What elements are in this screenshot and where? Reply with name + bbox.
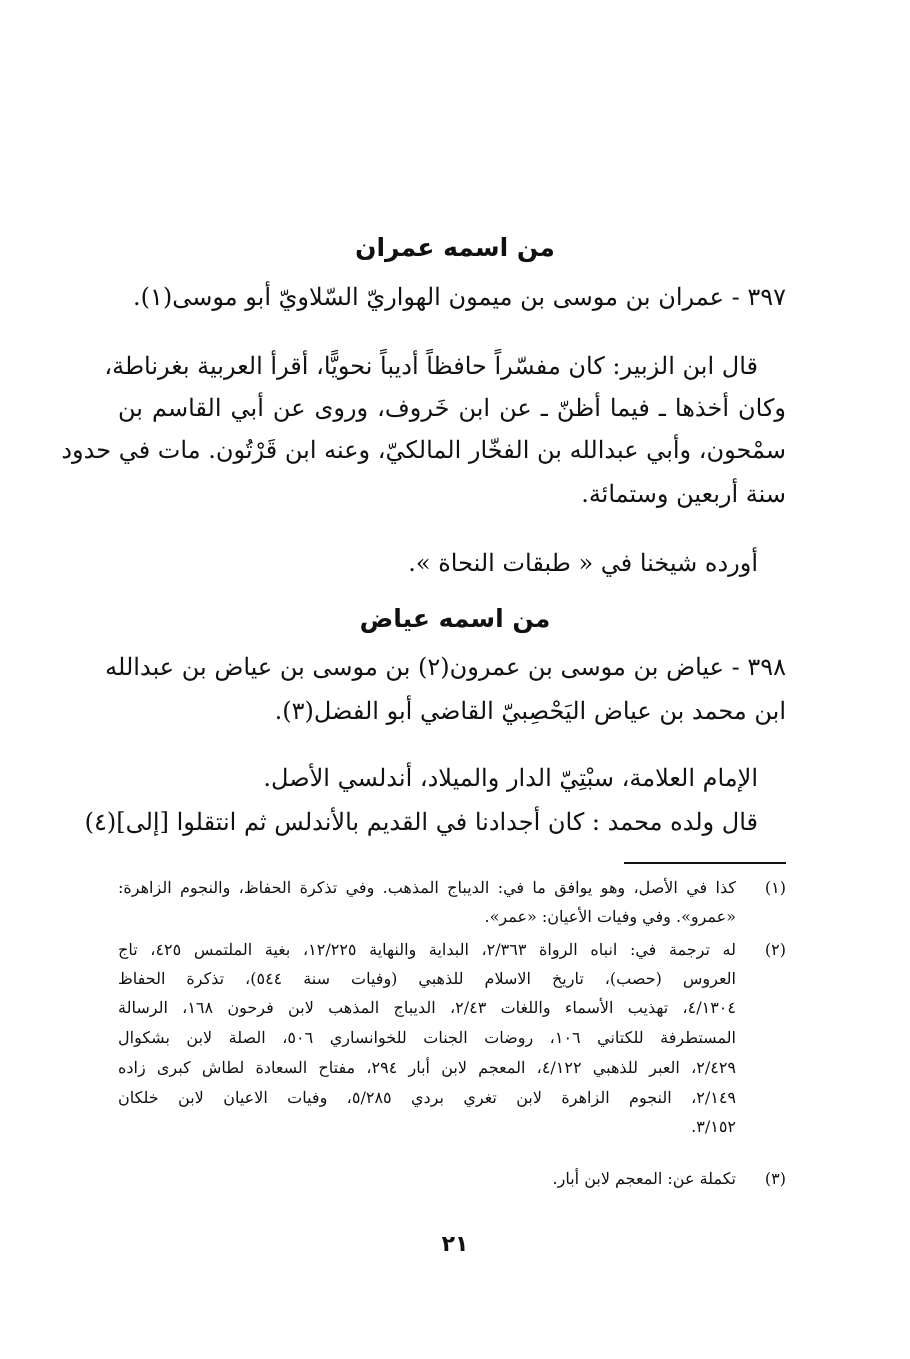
- paragraph-line: سنة أربعين وستمائة.: [581, 480, 786, 508]
- footnote-number: (١): [764, 878, 786, 897]
- paragraph-line: الإمام العلامة، سبْتِيّ الدار والميلاد، أندلسي الأصل.: [263, 764, 758, 792]
- paragraph-line: وكان أخذها ـ فيما أظنّ ـ عن ابن خَروف، وروى عن أبي القاسم بن: [118, 394, 786, 422]
- footnote-line: كذا في الأصل، وهو يوافق ما في: الديباج المذهب. وفي تذكرة الحفاظ، والنجوم الزاهرة:: [118, 878, 736, 897]
- footnote-separator: [624, 862, 786, 864]
- footnote-number: (٢): [764, 940, 786, 959]
- footnote-line: ٣/١٥٢.: [691, 1117, 736, 1136]
- page-number: ٢١: [441, 1232, 469, 1257]
- paragraph-line: أورده شيخنا في « طبقات النحاة ».: [408, 549, 758, 577]
- entry-line: ٣٩٧ - عمران بن موسى بن ميمون الهواريّ السّلاويّ أبو موسى(١).: [133, 283, 786, 311]
- entry-line: ٣٩٨ - عياض بن موسى بن عمرون(٢) بن موسى بن عياض بن عبدالله: [105, 653, 786, 681]
- footnote-line: المستطرفة للكتاني ١٠٦، روضات الجنات للخوانساري ٥٠٦، الصلة لابن بشكوال: [118, 1028, 737, 1047]
- footnote-line: له ترجمة في: انباه الرواة ٢/٣٦٣، البداية والنهاية ١٢/٢٢٥، بغية الملتمس ٤٢٥، تاج: [118, 940, 736, 959]
- entry-line: ابن محمد بن عياض اليَحْصِبيّ القاضي أبو الفضل(٣).: [274, 697, 786, 725]
- section-heading: من اسمه عمران: [355, 233, 555, 262]
- footnote-line: العروس (حصب)، تاريخ الاسلام للذهبي (وفيات سنة ٥٤٤)، تذكرة الحفاظ: [118, 969, 737, 988]
- paragraph-line: قال ولده محمد : كان أجدادنا في القديم بالأندلس ثم انتقلوا [إلى](٤): [84, 808, 758, 836]
- paragraph-line: سمْحون، وأبي عبدالله بن الفخّار المالكيّ، وعنه ابن قَرْتُون. مات في حدود: [61, 436, 786, 464]
- footnote-line: ٢/١٤٩، النجوم الزاهرة لابن تغري بردي ٥/٢٨٥، وفيات الاعيان لابن خلكان: [118, 1088, 737, 1107]
- footnote-line: تكملة عن: المعجم لابن أبار.: [552, 1169, 736, 1188]
- footnote-line: «عمرو». وفي وفيات الأعيان: «عمر».: [484, 907, 736, 926]
- section-heading: من اسمه عياض: [359, 604, 551, 633]
- footnote-line: ٤/١٣٠٤، تهذيب الأسماء واللغات ٢/٤٣، الديباج المذهب لابن فرحون ١٦٨، الرسالة: [118, 998, 736, 1017]
- paragraph-line: قال ابن الزبير: كان مفسّراً حافظاً أديباً نحويًّا، أقرأ العربية بغرناطة،: [104, 352, 758, 380]
- footnote-number: (٣): [764, 1169, 786, 1188]
- footnote-line: ٢/٤٢٩، العبر للذهبي ٤/١٢٢، المعجم لابن أبار ٢٩٤، مفتاح السعادة لطاش كبرى زاده: [118, 1058, 737, 1077]
